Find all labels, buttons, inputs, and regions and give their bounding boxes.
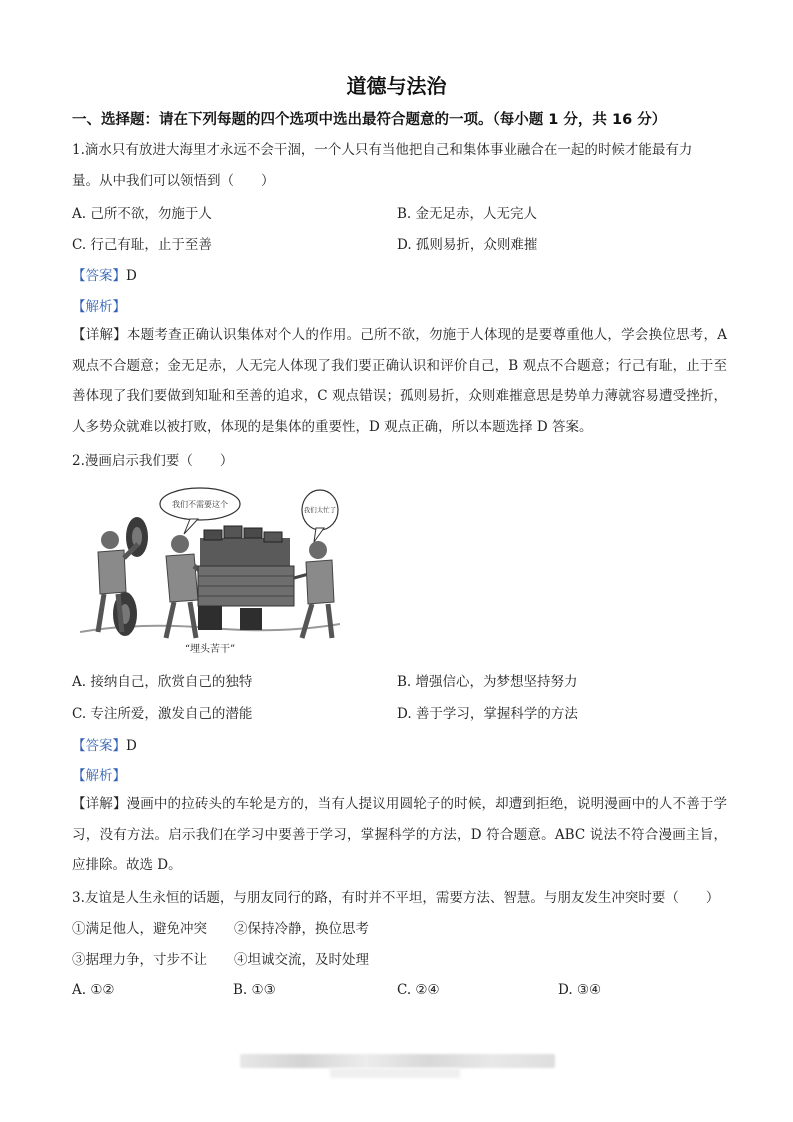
- q1-analysis: [72, 295, 126, 315]
- q2-analysis: [72, 764, 126, 784]
- q1-option-c: C. 行己有耻，止于至善: [72, 237, 212, 253]
- page-title: 道德与法治: [346, 74, 447, 98]
- q3-items-line2: ③据理力争，寸步不让 ④坦诚交流，及时处理: [72, 952, 369, 968]
- q1-detail: 【详解】本题考查正确认识集体对个人的作用。己所不欲，勿施于人体现的是要尊重他人，学会换位思考，A 观点不合题意；金无足赤，人无完人体现了我们要正确认识和评价自己，B 观点不合题意；行己有耻，止于至善体现了我们要做到知耻和至善的追求，C 观点错误；孤则易折，众则难摧意思是势单力薄就容易遭受挫折，人多势众就难以被打败，体现的是集体的重要性，D 观点正确，所以本题选择 D 答案。: [72, 327, 727, 435]
- q2-answer-value: D: [126, 738, 137, 754]
- brick-cart: [198, 526, 316, 630]
- q3-option-b: B. ①③: [233, 982, 276, 998]
- q3-items-line1: ①满足他人，避免冲突 ②保持冷静，换位思考: [72, 921, 369, 937]
- q1-stem-line1: 1.滴水只有放进大海里才永远不会干涸，一个人只有当他把自己和集体事业融合在一起的时候才能最有力: [72, 142, 693, 158]
- analysis-tag: 【解析】: [72, 299, 126, 315]
- q1-option-d: D. 孤则易折，众则难摧: [397, 237, 538, 253]
- q2-option-a: A. 接纳自己，欣赏自己的独特: [72, 674, 253, 690]
- q1-option-a: A. 己所不欲，勿施于人: [72, 206, 212, 222]
- q3-option-a: A. ①②: [72, 982, 115, 998]
- q3-stem: 3.友谊是人生永恒的话题，与朋友同行的路，有时并不平坦，需要方法、智慧。与朋友发生冲突时要（ ）: [72, 890, 720, 906]
- q2-answer: [72, 734, 137, 754]
- bubble-right-text: 我们太忙了: [303, 506, 337, 514]
- q1-answer-value: D: [126, 268, 137, 284]
- q2-option-c: C. 专注所爱，激发自己的潜能: [72, 706, 253, 722]
- q1-stem-line2: 量。从中我们可以领悟到（ ）: [72, 173, 275, 189]
- square-wheel-icon: [198, 606, 222, 630]
- q3-option-d: D. ③④: [558, 982, 602, 998]
- blurred-footer-secondary: [330, 1068, 460, 1078]
- section-heading: 一、选择题：请在下列每题的四个选项中选出最符合题意的一项。（每小题 1 分，共 16 分）: [72, 112, 667, 128]
- q2-detail: 【详解】漫画中的拉砖头的车轮是方的，当有人提议用圆轮子的时候，却遭到拒绝，说明漫画中的人不善于学习，没有方法。启示我们在学习中要善于学习，掌握科学的方法，D 符合题意。ABC 说法不符合漫画主旨，应排除。故选 D。: [72, 796, 727, 873]
- answer-tag: 【答案】: [72, 268, 126, 284]
- bubble-left-text: 我们不需要这个: [172, 500, 228, 509]
- q3-option-c: C. ②④: [397, 982, 440, 998]
- answer-tag: 【答案】: [72, 738, 126, 754]
- q1-option-b: B. 金无足赤，人无完人: [397, 206, 538, 222]
- cartoon-caption: “埋头苦干”: [184, 644, 236, 655]
- cartoon-image: [80, 482, 340, 658]
- q1-answer: [72, 264, 137, 284]
- analysis-tag: 【解析】: [72, 768, 126, 784]
- q2-stem: 2.漫画启示我们要（ ）: [72, 453, 234, 469]
- q2-option-d: D. 善于学习，掌握科学的方法: [397, 706, 578, 722]
- caveman-right: [302, 541, 334, 638]
- q2-option-b: B. 增强信心，为梦想坚持努力: [397, 674, 578, 690]
- blurred-footer: [240, 1054, 555, 1068]
